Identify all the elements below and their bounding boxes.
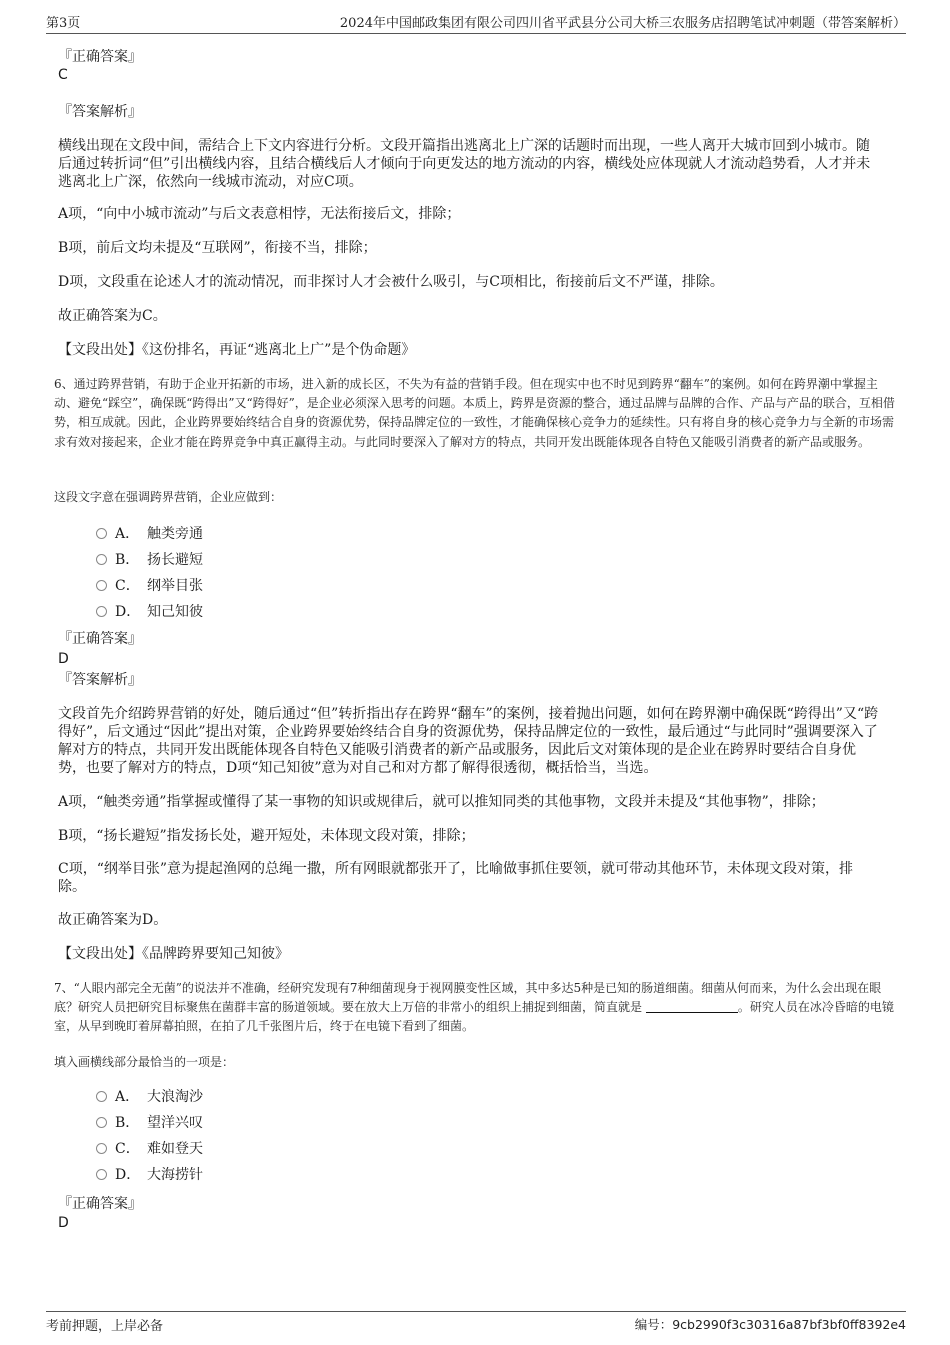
question-stem [54, 979, 897, 1037]
document-id-label: 编号： [634, 1317, 673, 1332]
option-text: 扬长避短 [147, 552, 203, 568]
conclusion: 故正确答案为D。 [58, 912, 168, 928]
document-id-value: 9cb2990f3c30316a87bf3bf0ff8392e4 [672, 1317, 906, 1332]
radio-icon[interactable] [96, 1169, 107, 1180]
answer-value: D [58, 651, 69, 667]
option-a[interactable] [96, 1087, 203, 1107]
stem-part-2: 。研究人员在冰冷昏暗的电镜室，从早到晚盯着屏幕拍照，在拍了几千张图片后，终于在电镜下看到了细菌。 [54, 1000, 894, 1034]
analysis-text: 文段首先介绍跨界营销的好处，随后通过“但”转折指出存在跨界“翻车”的案例，接着抛出问题，如何在跨界潮中确保既“跨得出”又“跨得好”，后文通过“因此”提出对策，企业跨界要始终结合自身的资源优势，保持品牌定位的一致性，最后通过“与此同时”强调要深入了解对方的特点，共同开发出既能体现各自特色又能吸引消费者的新产品或服务，因此后文对策体现的是企业在跨界时要结合自身优势，也要了解对方的特点，D项“知己知彼”意为对自己和对方都了解得很透彻，概括恰当，当选。 [58, 706, 879, 776]
document-title: 2024年中国邮政集团有限公司四川省平武县分公司大桥三农服务店招聘笔试冲刺题（带答案解析） [339, 16, 906, 31]
analysis-label: 『答案解析』 [58, 672, 142, 688]
answer-label: 『正确答案』 [58, 49, 142, 65]
answer-value: D [58, 1215, 69, 1231]
option-text: 难如登天 [147, 1141, 203, 1157]
option-a-analysis: A项，“触类旁通”指掌握或懂得了某一事物的知识或规律后，就可以推知同类的其他事物，文段并未提及“其他事物”，排除； [58, 794, 825, 810]
source: 【文段出处】《品牌跨界要知己知彼》 [58, 946, 289, 962]
question-prompt: 这段文字意在强调跨界营销，企业应做到： [54, 490, 283, 504]
question-stem: 6、通过跨界营销，有助于企业开拓新的市场，进入新的成长区，不失为有益的营销手段。但在现实中也不时见到跨界“翻车”的案例。如何在跨界潮中掌握主动、避免“踩空”，确保既“跨得出”又“跨得好”，是企业必须深入思考的问题。本质上，跨界是资源的整合，通过品牌与品牌的合作、产品与产品的联合，互相借势，相互成就。因此，企业跨界要始终结合自身的资源优势，保持品牌定位的一致性，才能确保核心竞争力的延续性。只有将自身的核心竞争力与全新的市场需求有效对接起来，企业才能在跨界竞争中真正赢得主动。与此同时要深入了解对方的特点，共同开发出既能体现各自特色又能吸引消费者的新产品或服务。 [54, 377, 895, 449]
option-key: B． [115, 1115, 140, 1131]
question-prompt: 填入画横线部分最恰当的一项是： [54, 1055, 235, 1069]
radio-icon[interactable] [96, 1091, 107, 1102]
conclusion: 故正确答案为C。 [58, 308, 167, 324]
answer-value: C [58, 67, 68, 83]
option-text: 大浪淘沙 [147, 1089, 203, 1105]
answer-label: 『正确答案』 [58, 631, 142, 647]
option-c-analysis: C项，“纲举目张”意为提起渔网的总绳一撒，所有网眼就都张开了，比喻做事抓住要领，就可带动其他环节，未体现文段对策，排除。 [58, 861, 854, 895]
option-b-analysis: B项，前后文均未提及“互联网”，衔接不当，排除； [58, 240, 377, 256]
analysis-label: 『答案解析』 [58, 104, 142, 120]
option-text: 纲举目张 [147, 578, 203, 594]
stem-part-1: 7、“人眼内部完全无菌”的说法并不准确，经研究发现有7种细菌现身于视网膜变性区域，其中多达5种是已知的肠道细菌。细菌从何而来，为什么会出现在眼底？研究人员把研究目标聚焦在菌群丰富的肠道领域。要在放大上万倍的非常小的组织上捕捉到细菌，简直就是 [54, 981, 882, 1015]
document-id [635, 1315, 906, 1333]
option-d[interactable] [96, 1165, 203, 1185]
fill-blank [646, 1000, 738, 1013]
option-key: D． [115, 1167, 141, 1183]
page-header [46, 16, 906, 34]
radio-icon[interactable] [96, 580, 107, 591]
option-key: C． [115, 578, 140, 594]
option-text: 大海捞针 [147, 1167, 203, 1183]
page-number: 第3页 [46, 16, 81, 31]
option-c[interactable] [96, 1139, 203, 1159]
radio-icon[interactable] [96, 606, 107, 617]
option-text: 知己知彼 [147, 604, 203, 620]
radio-icon[interactable] [96, 1117, 107, 1128]
option-a[interactable] [96, 524, 203, 544]
radio-icon[interactable] [96, 1143, 107, 1154]
page-footer [46, 1311, 906, 1340]
option-d-analysis: D项，文段重在论述人才的流动情况，而非探讨人才会被什么吸引，与C项相比，衔接前后文不严谨，排除。 [58, 274, 724, 290]
answer-label: 『正确答案』 [58, 1196, 142, 1212]
option-b[interactable] [96, 1113, 203, 1133]
option-key: B． [115, 552, 140, 568]
option-d[interactable] [96, 602, 203, 622]
option-c[interactable] [96, 576, 203, 596]
source: 【文段出处】《这份排名，再证“逃离北上广”是个伪命题》 [58, 342, 416, 358]
option-text: 触类旁通 [147, 526, 203, 542]
analysis-text: 横线出现在文段中间，需结合上下文内容进行分析。文段开篇指出逃离北上广深的话题时而出现，一些人离开大城市回到小城市。随后通过转折词“但”引出横线内容，且结合横线后人才倾向于向更发达的地方流动的内容，横线处应体现就人才流动趋势看，人才并未逃离北上广深，依然向一线城市流动，对应C项。 [58, 138, 871, 190]
option-b-analysis: B项，“扬长避短”指发扬长处，避开短处，未体现文段对策，排除； [58, 828, 475, 844]
radio-icon[interactable] [96, 554, 107, 565]
option-a-analysis: A项，“向中小城市流动”与后文表意相悖，无法衔接后文，排除； [58, 206, 461, 222]
option-b[interactable] [96, 550, 203, 570]
option-key: C． [115, 1141, 140, 1157]
footer-slogan: 考前押题，上岸必备 [46, 1319, 164, 1334]
option-key: A． [115, 526, 140, 542]
option-text: 望洋兴叹 [147, 1115, 203, 1131]
radio-icon[interactable] [96, 528, 107, 539]
option-key: A． [115, 1089, 140, 1105]
option-key: D． [115, 604, 141, 620]
